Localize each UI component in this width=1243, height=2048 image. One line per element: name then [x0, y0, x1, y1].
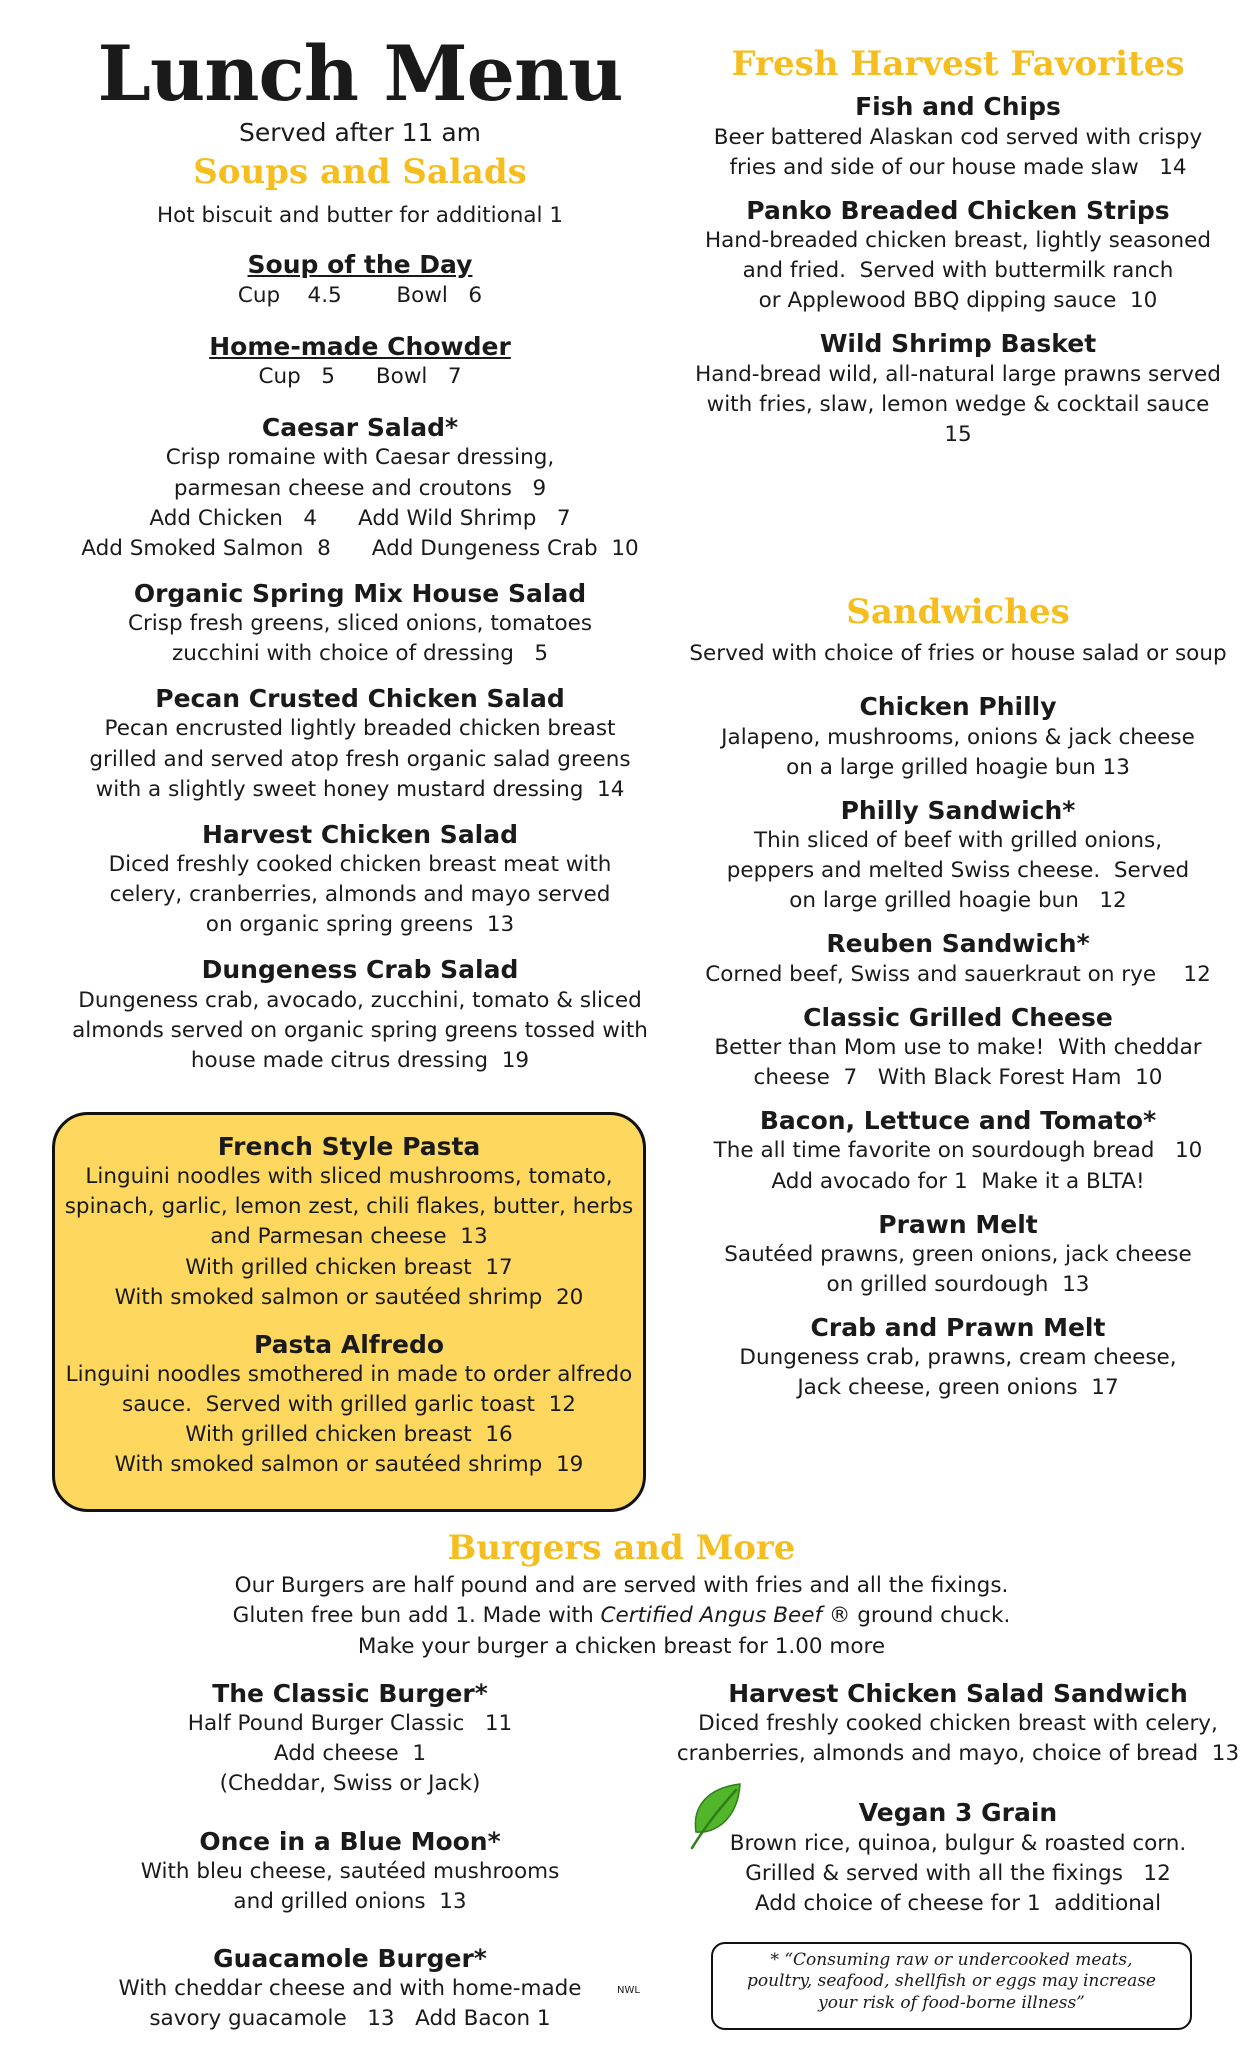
menu-item-name: Vegan 3 Grain — [858, 1798, 1058, 1828]
menu-item-french-style-pasta — [63, 1131, 635, 1313]
menu-item-desc-line: and fried. Served with buttermilk ranch — [742, 258, 1174, 284]
menu-item-the-classic-burger — [40, 1678, 660, 1800]
harvest-list — [668, 91, 1243, 450]
soups-salads-list — [30, 249, 690, 1075]
menu-item-desc-line: Add avocado for 1 Make it a BLTA! — [771, 1168, 1145, 1194]
menu-item-name: Home-made Chowder — [209, 331, 511, 361]
menu-item-dungeness-crab-salad — [30, 954, 690, 1076]
menu-item-name: Crab and Prawn Melt — [810, 1313, 1106, 1343]
menu-item-desc-line: zucchini with choice of dressing 5 — [171, 641, 549, 667]
soups-salads-note: Hot biscuit and butter for additional 1 — [156, 203, 564, 229]
menu-item-name: Classic Grilled Cheese — [803, 1002, 1113, 1032]
menu-item-name: Bacon, Lettuce and Tomato* — [759, 1106, 1157, 1136]
menu-item-desc-line: peppers and melted Swiss cheese. Served — [726, 858, 1190, 884]
sandwiches-heading: Sandwiches — [846, 592, 1070, 632]
menu-item-desc-line: Thin sliced of beef with grilled onions, — [753, 828, 1163, 854]
menu-item-desc-line: parmesan cheese and croutons 9 — [173, 475, 547, 501]
menu-item-desc-line: cheese 7 With Black Forest Ham 10 — [753, 1065, 1163, 1091]
menu-item-desc-line: With smoked salmon or sautéed shrimp 19 — [114, 1452, 584, 1478]
menu-item-desc-line: fries and side of our house made slaw 14 — [729, 154, 1187, 180]
burgers-heading: Burgers and More — [447, 1528, 796, 1568]
menu-item-guacamole-burger — [40, 1943, 660, 2034]
harvest-section — [668, 46, 1243, 462]
menu-item-once-in-a-blue-moon — [40, 1826, 660, 1917]
menu-item-desc-line: Brown rice, quinoa, bulgur & roasted corn. — [729, 1830, 1187, 1856]
menu-item-desc-line: Jack cheese, green onions 17 — [797, 1375, 1119, 1401]
menu-item-chicken-philly — [668, 691, 1243, 782]
menu-item-desc-line: With smoked salmon or sautéed shrimp 20 — [114, 1284, 584, 1310]
menu-item-name: Fish and Chips — [855, 92, 1061, 122]
menu-item-name: Philly Sandwich* — [840, 795, 1076, 825]
menu-item-name: Soup of the Day — [247, 250, 473, 280]
menu-item-desc-line: celery, cranberries, almonds and mayo served — [109, 882, 611, 908]
sandwiches-note: Served with choice of fries or house salad or soup — [689, 641, 1227, 667]
menu-item-name: Harvest Chicken Salad Sandwich — [728, 1679, 1188, 1708]
menu-item-desc-line: With bleu cheese, sautéed mushrooms — [140, 1858, 560, 1884]
menu-item-name: Guacamole Burger* — [213, 1943, 487, 1973]
menu-item-desc-line: Jalapeno, mushrooms, onions & jack cheese — [721, 724, 1195, 750]
burgers-intro-line2: Gluten free bun add 1. Made with Certified Angus Beef ® ground chuck. — [232, 1603, 1011, 1629]
menu-item-name: Harvest Chicken Salad — [201, 819, 519, 849]
menu-item-name: Reuben Sandwich* — [826, 929, 1090, 959]
menu-item-desc-line: Diced freshly cooked chicken breast meat with — [108, 852, 612, 878]
menu-item-desc-line: Hand-bread wild, all-natural large prawns served — [695, 361, 1221, 387]
menu-item-panko-breaded-chicken-strips — [668, 195, 1243, 317]
menu-item-desc-line: on grilled sourdough 13 — [826, 1272, 1090, 1298]
menu-item-desc-line: Grilled & served with all the fixings 12 — [745, 1860, 1171, 1886]
pasta-list — [63, 1131, 635, 1480]
burgers-intro-line3: Make your burger a chicken breast for 1.00 more — [357, 1633, 886, 1659]
menu-item-desc-line: cranberries, almonds and mayo, choice of bread 13 — [676, 1741, 1240, 1767]
menu-item-desc-line: (Cheddar, Swiss or Jack) — [219, 1771, 481, 1797]
menu-item-desc-line: With grilled chicken breast 16 — [185, 1422, 513, 1448]
menu-item-name: French Style Pasta — [217, 1132, 481, 1161]
menu-item-pasta-alfredo — [63, 1329, 635, 1481]
menu-item-crab-and-prawn-melt — [668, 1312, 1243, 1403]
menu-item-desc-line: Crisp romaine with Caesar dressing, — [165, 445, 555, 471]
menu-item-harvest-chicken-salad — [30, 819, 690, 941]
menu-item-name: Wild Shrimp Basket — [819, 329, 1097, 359]
menu-item-desc-line: on a large grilled hoagie bun 13 — [786, 754, 1130, 780]
menu-item-desc-line: Cup 5 Bowl 7 — [258, 364, 462, 390]
menu-item-soup-of-the-day — [30, 249, 690, 310]
menu-item-desc-line: Cup 4.5 Bowl 6 — [237, 282, 483, 308]
harvest-heading: Fresh Harvest Favorites — [731, 44, 1185, 84]
menu-item-desc-line: Sautéed prawns, green onions, jack cheese — [724, 1241, 1192, 1267]
sandwiches-list — [668, 691, 1243, 1403]
menu-item-pecan-crusted-chicken-salad — [30, 683, 690, 805]
menu-item-name: Prawn Melt — [878, 1209, 1038, 1239]
menu-subtitle: Served after 11 am — [238, 118, 482, 147]
menu-item-desc-line: Linguini noodles with sliced mushrooms, tomato, — [85, 1164, 613, 1190]
menu-title: Lunch Menu — [97, 29, 623, 118]
menu-item-home-made-chowder — [30, 331, 690, 392]
menu-item-name: Pasta Alfredo — [253, 1329, 445, 1359]
menu-item-bacon-lettuce-and-tomato — [668, 1105, 1243, 1196]
menu-item-desc-line: on large grilled hoagie bun 12 — [789, 888, 1127, 914]
menu-item-desc-line: Diced freshly cooked chicken breast with celery, — [698, 1711, 1218, 1737]
menu-item-wild-shrimp-basket — [668, 328, 1243, 450]
menu-item-desc-line: Hand-breaded chicken breast, lightly seasoned — [704, 228, 1212, 254]
burgers-right-list — [668, 1678, 1243, 1947]
menu-item-name: Chicken Philly — [859, 692, 1057, 722]
menu-item-desc-line: Dungeness crab, prawns, cream cheese, — [739, 1345, 1177, 1371]
menu-item-desc-line: Linguini noodles smothered in made to order alfredo — [65, 1361, 633, 1387]
menu-item-desc-line: With grilled chicken breast 17 — [185, 1254, 513, 1280]
burgers-intro-line1: Our Burgers are half pound and are served with fries and all the fixings. — [234, 1573, 1009, 1599]
menu-item-desc-line: savory guacamole 13 Add Bacon 1 — [149, 2006, 551, 2032]
menu-item-desc-line: Add Chicken 4 Add Wild Shrimp 7 — [149, 505, 571, 531]
menu-item-desc-line: spinach, garlic, lemon zest, chili flakes, butter, herbs — [64, 1194, 634, 1220]
soups-salads-heading: Soups and Salads — [193, 152, 527, 192]
menu-item-prawn-melt — [668, 1209, 1243, 1300]
menu-item-desc-line: Corned beef, Swiss and sauerkraut on rye 12 — [705, 961, 1211, 987]
menu-item-harvest-chicken-salad-sandwich — [668, 1678, 1243, 1769]
menu-item-name: Dungeness Crab Salad — [201, 955, 519, 985]
menu-item-philly-sandwich — [668, 795, 1243, 917]
menu-item-vegan-3-grain — [668, 1797, 1243, 1919]
menu-item-desc-line: sauce. Served with grilled garlic toast 12 — [122, 1392, 576, 1418]
menu-item-desc-line: Pecan encrusted lightly breaded chicken breast — [104, 716, 616, 742]
menu-item-desc-line: 15 — [944, 421, 972, 447]
menu-item-desc-line: or Applewood BBQ dipping sauce 10 — [758, 288, 1158, 314]
menu-item-desc-line: house made citrus dressing 19 — [190, 1047, 530, 1073]
menu-item-name: The Classic Burger* — [212, 1679, 488, 1708]
menu-item-desc-line: Crisp fresh greens, sliced onions, tomatoes — [127, 611, 593, 637]
menu-item-desc-line: Beer battered Alaskan cod served with crispy — [713, 124, 1203, 150]
menu-item-desc-line: grilled and served atop fresh organic salad greens — [89, 746, 631, 772]
nwl-mark: NWL — [617, 1985, 640, 1996]
menu-item-caesar-salad — [30, 412, 690, 564]
food-safety-warning: * “Consuming raw or undercooked meats, poultry, seafood, shellfish or eggs may increase your risk of food-borne illness” — [711, 1942, 1192, 2030]
menu-item-name: Once in a Blue Moon* — [199, 1826, 501, 1856]
menu-item-desc-line: Better than Mom use to make! With cheddar — [714, 1035, 1202, 1061]
burgers-section — [0, 1530, 1243, 1662]
soups-salads-section — [30, 154, 690, 1090]
menu-item-reuben-sandwich — [668, 928, 1243, 989]
leaf-icon — [688, 1782, 744, 1850]
menu-item-name: Caesar Salad* — [261, 413, 459, 443]
menu-item-desc-line: with fries, slaw, lemon wedge & cocktail sauce — [706, 391, 1210, 417]
menu-item-name: Pecan Crusted Chicken Salad — [155, 684, 565, 714]
sandwiches-section — [668, 594, 1243, 1416]
menu-item-fish-and-chips — [668, 91, 1243, 182]
burgers-left-list — [40, 1678, 660, 2048]
menu-item-desc-line: almonds served on organic spring greens tossed with — [72, 1017, 648, 1043]
menu-item-desc-line: The all time favorite on sourdough bread 10 — [713, 1138, 1203, 1164]
pasta-feature-box — [52, 1112, 646, 1512]
menu-item-desc-line: Half Pound Burger Classic 11 — [187, 1711, 513, 1737]
menu-item-desc-line: Add cheese 1 — [273, 1741, 427, 1767]
menu-item-desc-line: With cheddar cheese and with home-made — [118, 1976, 582, 2002]
menu-item-desc-line: on organic spring greens 13 — [205, 912, 515, 938]
menu-item-desc-line: and grilled onions 13 — [233, 1888, 467, 1914]
menu-item-name: Panko Breaded Chicken Strips — [746, 195, 1170, 225]
menu-item-desc-line: Dungeness crab, avocado, zucchini, tomato & sliced — [78, 987, 642, 1013]
menu-item-desc-line: Add Smoked Salmon 8 Add Dungeness Crab 10 — [81, 535, 639, 561]
menu-item-organic-spring-mix-house-salad — [30, 578, 690, 669]
menu-item-desc-line: with a slightly sweet honey mustard dressing 14 — [95, 776, 625, 802]
menu-item-desc-line: and Parmesan cheese 13 — [210, 1224, 488, 1250]
menu-item-classic-grilled-cheese — [668, 1002, 1243, 1093]
menu-item-name: Organic Spring Mix House Salad — [133, 578, 587, 608]
menu-item-desc-line: Add choice of cheese for 1 additional — [754, 1890, 1162, 1916]
